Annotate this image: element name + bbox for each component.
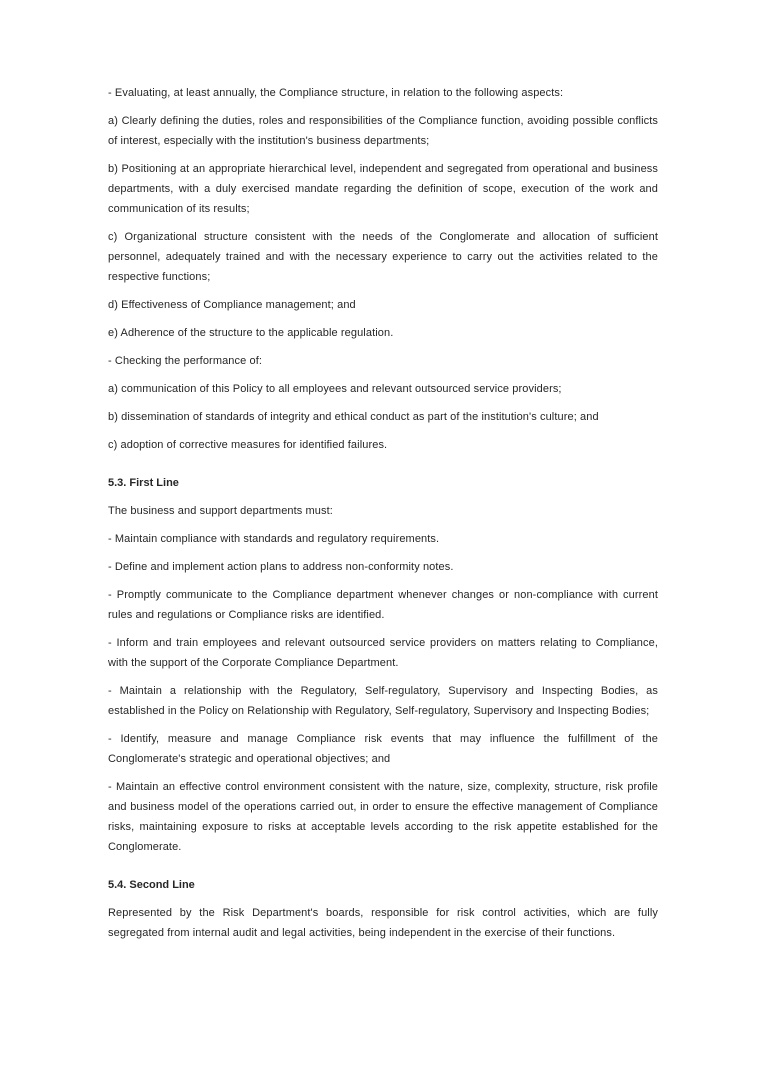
paragraph: b) dissemination of standards of integrity and ethical conduct as part of the institution's culture; and [108, 411, 599, 423]
paragraph: - Inform and train employees and relevant outsourced service providers on matters relating to Compliance, with the support of the Corporate Compliance Department. [108, 637, 658, 669]
paragraph: Represented by the Risk Department's boards, responsible for risk control activities, which are fully segregated from internal audit and legal activities, being independent in the exercise of their functions. [108, 907, 658, 939]
section-heading: 5.4. Second Line [108, 879, 195, 891]
section-heading: 5.3. First Line [108, 477, 179, 489]
document-body [108, 83, 658, 943]
paragraph: - Promptly communicate to the Compliance department whenever changes or non-compliance with current rules and regulations or Compliance risks are identified. [108, 589, 658, 621]
paragraph: - Identify, measure and manage Compliance risk events that may influence the fulfillment of the Conglomerate's strategic and operational objectives; and [108, 733, 658, 765]
paragraph: c) adoption of corrective measures for identified failures. [108, 439, 388, 451]
paragraph: - Maintain compliance with standards and regulatory requirements. [108, 533, 440, 545]
paragraph: b) Positioning at an appropriate hierarchical level, independent and segregated from operational and business departments, with a duly exercised mandate regarding the definition of scope, execution of the work and communication of its results; [108, 163, 658, 215]
paragraph: - Define and implement action plans to address non-conformity notes. [108, 561, 454, 573]
paragraph: - Maintain an effective control environment consistent with the nature, size, complexity, structure, risk profile and business model of the operations carried out, in order to ensure the effective management of Compliance risks, maintaining exposure to risks at acceptable levels according to the risk appetite established for the Conglomerate. [108, 781, 658, 853]
paragraph: e) Adherence of the structure to the applicable regulation. [108, 327, 394, 339]
paragraph: a) communication of this Policy to all employees and relevant outsourced service providers; [108, 383, 562, 395]
paragraph: a) Clearly defining the duties, roles and responsibilities of the Compliance function, avoiding possible conflicts of interest, especially with the institution's business departments; [108, 115, 658, 147]
paragraph: c) Organizational structure consistent with the needs of the Conglomerate and allocation of sufficient personnel, adequately trained and with the necessary experience to carry out the activities related to the respective functions; [108, 231, 658, 283]
paragraph: - Maintain a relationship with the Regulatory, Self-regulatory, Supervisory and Inspecting Bodies, as established in the Policy on Relationship with Regulatory, Self-regulatory, Supervisory and Inspecting Bodies; [108, 685, 658, 717]
paragraph: - Evaluating, at least annually, the Compliance structure, in relation to the following aspects: [108, 87, 564, 99]
paragraph: The business and support departments must: [108, 505, 333, 517]
paragraph: d) Effectiveness of Compliance management; and [108, 299, 356, 311]
paragraph: - Checking the performance of: [108, 355, 263, 367]
